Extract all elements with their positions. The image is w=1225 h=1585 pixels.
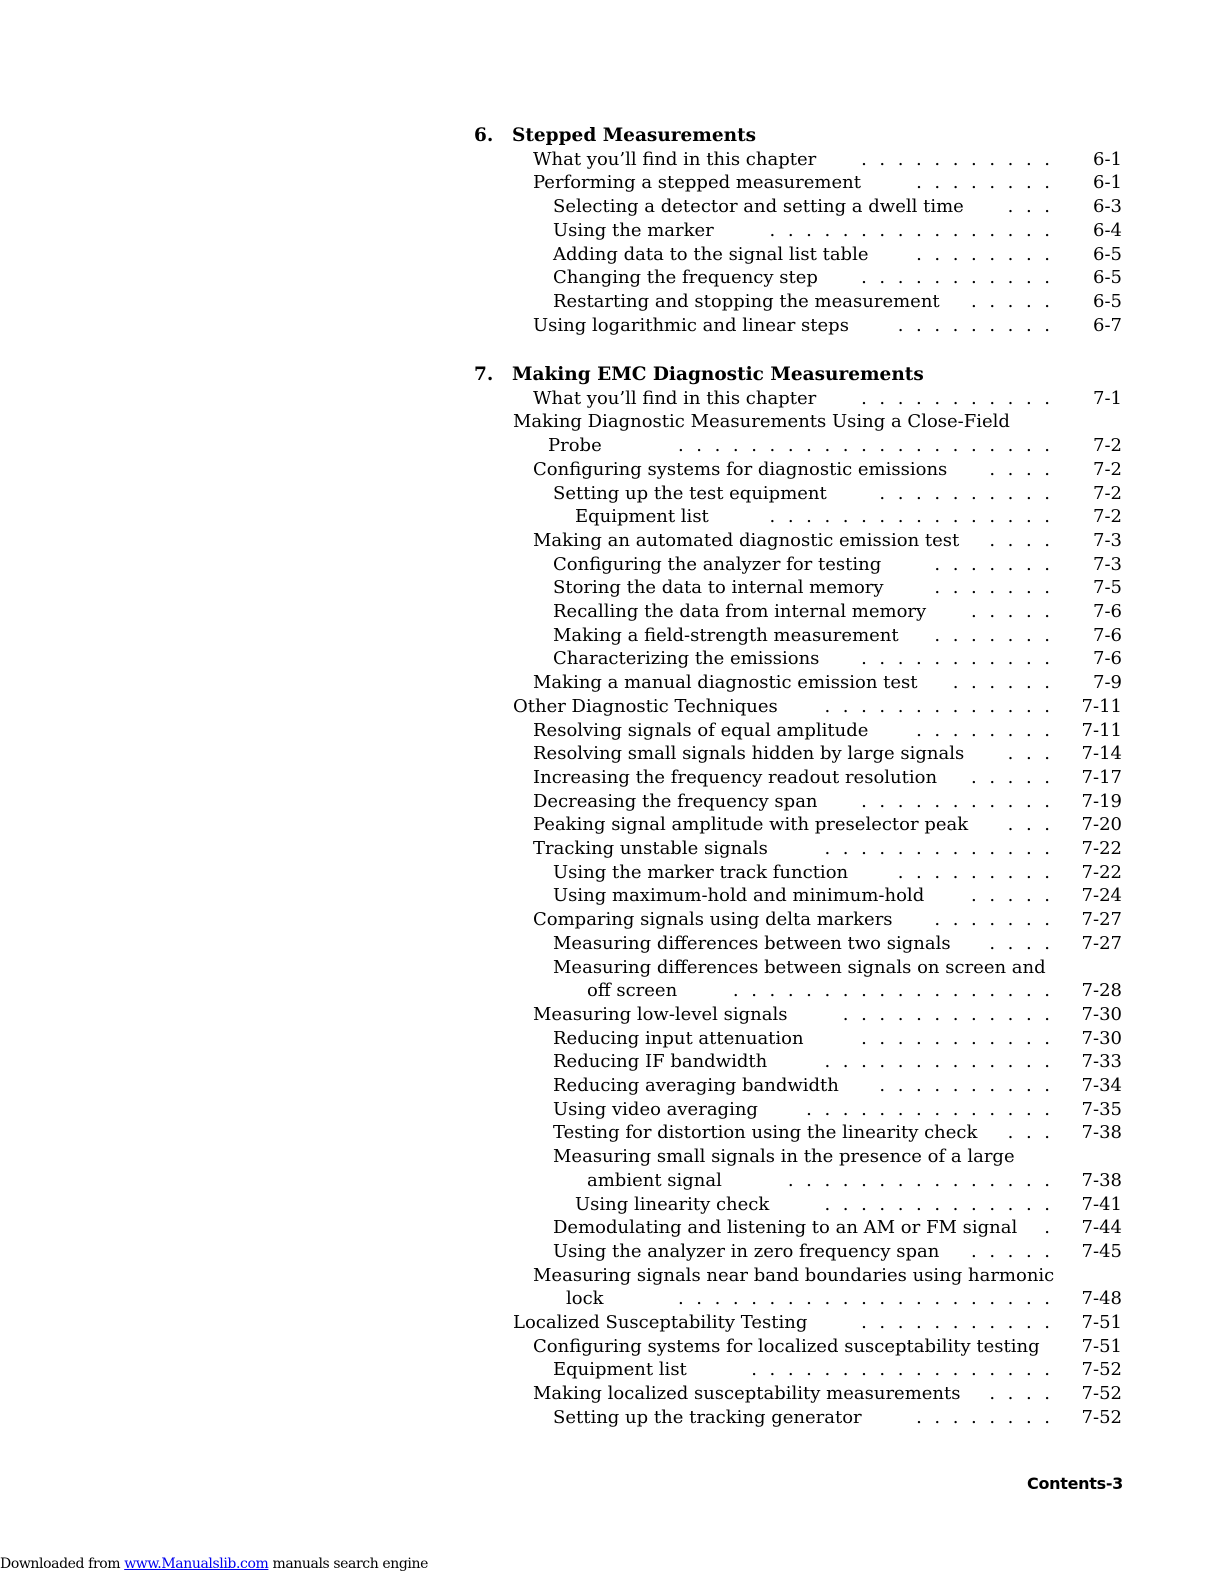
entry-page-number: 7-33 bbox=[1081, 1051, 1122, 1073]
toc-entry[interactable] bbox=[533, 837, 1122, 861]
dot-leader: . . . . . . . . . . . . bbox=[842, 1003, 1050, 1025]
entry-title: Using linearity check bbox=[575, 1193, 770, 1215]
toc-entry[interactable] bbox=[533, 387, 1122, 411]
dot-leader: . . . . . . . . bbox=[916, 1406, 1050, 1428]
entry-page-number: 6-1 bbox=[1093, 172, 1122, 194]
toc-entry[interactable] bbox=[553, 195, 1122, 219]
entry-title: Making a manual diagnostic emission test bbox=[533, 672, 918, 694]
entry-page-number: 7-6 bbox=[1093, 601, 1122, 622]
toc-entry[interactable] bbox=[553, 1027, 1122, 1051]
toc-entry[interactable] bbox=[553, 1240, 1122, 1264]
entry-title: Reducing averaging bandwidth bbox=[553, 1075, 839, 1096]
dot-leader: . . . . bbox=[989, 529, 1050, 551]
toc-entry[interactable] bbox=[533, 813, 1122, 837]
entry-title: Decreasing the frequency span bbox=[533, 790, 818, 812]
entry-title: Adding data to the signal list table bbox=[553, 243, 869, 265]
dot-leader: . . . . . bbox=[971, 885, 1050, 907]
entry-title: Localized Susceptability Testing bbox=[513, 1312, 808, 1333]
dot-leader: . . . . . . . bbox=[934, 553, 1050, 575]
entry-title: Resolving small signals hidden by large signals bbox=[533, 743, 965, 765]
entry-page-number: 7-17 bbox=[1081, 766, 1122, 788]
entry-page-number: 7-38 bbox=[1081, 1169, 1122, 1191]
entry-page-number: 7-34 bbox=[1081, 1075, 1122, 1096]
dot-leader: . . . . bbox=[989, 458, 1050, 480]
entry-title: What you’ll find in this chapter bbox=[533, 387, 817, 409]
toc-entry[interactable] bbox=[553, 600, 1122, 624]
toc-entry[interactable] bbox=[553, 1121, 1122, 1145]
entry-title: Making an automated diagnostic emission test bbox=[533, 529, 960, 551]
entry-title: Increasing the frequency readout resolution bbox=[533, 766, 938, 788]
dot-leader: . . . . . . . . bbox=[916, 243, 1050, 265]
entry-page-number: 6-3 bbox=[1093, 196, 1122, 218]
dot-leader: . . . . . . . . bbox=[916, 719, 1050, 741]
toc-entry-continuation[interactable] bbox=[587, 979, 1122, 1003]
entry-page-number: 7-27 bbox=[1081, 932, 1122, 954]
entry-title: Using the marker track function bbox=[553, 861, 849, 883]
entry-page-number: 7-41 bbox=[1081, 1193, 1122, 1215]
dot-leader: . . . bbox=[1007, 743, 1050, 765]
entry-title: Demodulating and listening to an AM or FM signal bbox=[553, 1217, 1018, 1239]
chapter-number: 6. bbox=[474, 125, 494, 146]
chapter-title: Making EMC Diagnostic Measurements bbox=[512, 364, 924, 385]
entry-title-continuation: ambient signal bbox=[587, 1169, 722, 1191]
entry-page-number: 7-3 bbox=[1093, 553, 1122, 575]
entry-page-number: 7-52 bbox=[1081, 1383, 1122, 1405]
entry-title: Performing a stepped measurement bbox=[533, 172, 861, 194]
entry-page-number: 7-11 bbox=[1081, 695, 1122, 717]
entry-title: Measuring differences between signals on screen and bbox=[553, 956, 1046, 978]
download-prefix: Downloaded from bbox=[0, 1556, 125, 1572]
entry-page-number: 7-5 bbox=[1093, 577, 1122, 599]
dot-leader: . . . . . . . . . . . . . bbox=[824, 838, 1050, 859]
toc-entry[interactable] bbox=[553, 647, 1122, 671]
entry-title: Setting up the tracking generator bbox=[553, 1406, 862, 1428]
dot-leader: . . . . . . . . . . . bbox=[861, 267, 1050, 289]
toc-entry[interactable] bbox=[533, 742, 1122, 766]
entry-page-number: 7-24 bbox=[1081, 885, 1122, 907]
entry-title: Measuring small signals in the presence of a large bbox=[553, 1146, 1015, 1168]
page-number-footer: Contents-3 bbox=[1027, 1474, 1123, 1493]
toc-entry[interactable] bbox=[533, 148, 1122, 172]
entry-page-number: 6-7 bbox=[1093, 314, 1122, 336]
dot-leader: . . . . . . . . . bbox=[897, 861, 1050, 883]
toc-entry[interactable] bbox=[553, 219, 1122, 243]
download-suffix: manuals search engine bbox=[268, 1556, 429, 1572]
entry-page-number: 7-51 bbox=[1081, 1335, 1122, 1357]
entry-title: Tracking unstable signals bbox=[533, 838, 768, 859]
entry-page-number: 7-2 bbox=[1093, 435, 1122, 457]
toc-entry[interactable] bbox=[513, 1311, 1122, 1335]
toc-entry[interactable] bbox=[533, 314, 1122, 338]
entry-page-number: 7-45 bbox=[1081, 1240, 1122, 1262]
dot-leader: . . . . . . . . . bbox=[897, 314, 1050, 336]
entry-page-number: 7-52 bbox=[1081, 1406, 1122, 1428]
entry-page-number: 7-2 bbox=[1093, 506, 1122, 528]
toc-entry[interactable] bbox=[553, 1145, 1122, 1169]
toc-entry[interactable] bbox=[533, 908, 1122, 932]
toc-entry[interactable] bbox=[533, 1264, 1122, 1288]
entry-title: Using logarithmic and linear steps bbox=[533, 314, 849, 336]
toc-entry[interactable] bbox=[533, 790, 1122, 814]
entry-title: Reducing input attenuation bbox=[553, 1027, 804, 1049]
entry-page-number: 7-35 bbox=[1081, 1098, 1122, 1120]
toc-entry[interactable] bbox=[553, 1216, 1122, 1240]
entry-title: Selecting a detector and setting a dwell time bbox=[553, 196, 964, 218]
toc-entry-continuation[interactable] bbox=[548, 434, 1122, 458]
entry-title: Measuring signals near band boundaries using harmonic bbox=[533, 1264, 1055, 1286]
entry-page-number: 7-6 bbox=[1093, 648, 1122, 670]
toc-entry[interactable] bbox=[533, 458, 1122, 482]
chapter-number: 7. bbox=[474, 364, 494, 385]
entry-title: Using maximum-hold and minimum-hold bbox=[553, 885, 925, 907]
entry-page-number: 7-38 bbox=[1081, 1122, 1122, 1144]
entry-title: Comparing signals using delta markers bbox=[533, 909, 893, 931]
entry-page-number: 6-4 bbox=[1093, 219, 1122, 241]
entry-title: Using the marker bbox=[553, 219, 714, 241]
entry-page-number: 7-27 bbox=[1081, 909, 1122, 931]
entry-page-number: 7-19 bbox=[1081, 790, 1122, 812]
entry-page-number: 7-51 bbox=[1081, 1312, 1122, 1333]
toc-entry[interactable] bbox=[533, 1003, 1122, 1027]
entry-title-continuation: lock bbox=[566, 1288, 604, 1310]
toc-entry[interactable] bbox=[553, 884, 1122, 908]
entry-page-number: 7-22 bbox=[1081, 861, 1122, 883]
dot-leader: . . . . . . . . . . . . . . . . . . . . . bbox=[677, 1288, 1050, 1310]
entry-title: Making Diagnostic Measurements Using a Close-Field bbox=[513, 411, 1010, 433]
dot-leader: . . . bbox=[1007, 196, 1050, 218]
toc-entry[interactable] bbox=[575, 1193, 1122, 1217]
entry-title: Configuring systems for localized susceptability testing bbox=[533, 1335, 1040, 1357]
dot-leader: . . . . . . . . . . . . . bbox=[824, 695, 1050, 717]
entry-page-number: 7-2 bbox=[1093, 458, 1122, 480]
toc-entry[interactable] bbox=[513, 695, 1122, 719]
toc-entry-continuation[interactable] bbox=[587, 1169, 1122, 1193]
dot-leader: . . . . . . . . . . . . . . . . . bbox=[751, 1359, 1050, 1381]
dot-leader: . . . . . . . . . . . bbox=[861, 648, 1050, 670]
toc-entry[interactable] bbox=[553, 482, 1122, 506]
entry-page-number: 7-20 bbox=[1081, 814, 1122, 836]
toc-entry[interactable] bbox=[553, 1050, 1122, 1074]
entry-title: Restarting and stopping the measurement bbox=[553, 290, 940, 312]
entry-title: Equipment list bbox=[575, 506, 709, 528]
entry-title: Making a field-strength measurement bbox=[553, 624, 899, 646]
entry-title: Measuring differences between two signals bbox=[553, 932, 951, 954]
toc-entry[interactable] bbox=[553, 1358, 1122, 1382]
dot-leader: . . . . . . . . . . bbox=[879, 482, 1050, 504]
dot-leader: . . . . . . . . . . . . . . bbox=[806, 1098, 1050, 1120]
toc-entry[interactable] bbox=[533, 671, 1122, 695]
entry-title: Using the analyzer in zero frequency span bbox=[553, 1240, 940, 1262]
toc-entry[interactable] bbox=[533, 1335, 1122, 1359]
toc-entry[interactable] bbox=[513, 410, 1122, 434]
dot-leader: . . . . . bbox=[971, 766, 1050, 788]
chapter-heading[interactable] bbox=[474, 363, 1122, 387]
download-notice bbox=[0, 1556, 428, 1572]
dot-leader: . . . . . . . . bbox=[916, 172, 1050, 194]
entry-page-number: 6-5 bbox=[1093, 290, 1122, 312]
toc-entry[interactable] bbox=[533, 171, 1122, 195]
entry-title: Testing for distortion using the linearity check bbox=[553, 1122, 978, 1144]
dot-leader: . . . . . . . bbox=[934, 624, 1050, 646]
toc-entry[interactable] bbox=[553, 290, 1122, 314]
chapter-title: Stepped Measurements bbox=[512, 125, 757, 146]
entry-title-continuation: off screen bbox=[587, 980, 678, 1002]
entry-page-number: 7-44 bbox=[1081, 1217, 1122, 1239]
chapter-heading[interactable] bbox=[474, 124, 1122, 148]
entry-title: Changing the frequency step bbox=[553, 267, 818, 289]
entry-page-number: 7-6 bbox=[1093, 624, 1122, 646]
toc-entry[interactable] bbox=[553, 1406, 1122, 1430]
toc-entry[interactable] bbox=[553, 624, 1122, 648]
toc-entry[interactable] bbox=[533, 766, 1122, 790]
dot-leader: . . . bbox=[1007, 1122, 1050, 1144]
entry-title-continuation: Probe bbox=[548, 435, 602, 457]
entry-title: Using video averaging bbox=[553, 1098, 758, 1120]
entry-page-number: 6-5 bbox=[1093, 267, 1122, 289]
entry-page-number: 7-1 bbox=[1093, 387, 1122, 409]
entry-page-number: 7-22 bbox=[1081, 838, 1122, 859]
dot-leader: . . . . . . . . . . bbox=[879, 1075, 1050, 1096]
dot-leader: . . . . . . bbox=[952, 672, 1050, 694]
dot-leader: . . . . . . . . . . . bbox=[861, 1312, 1050, 1333]
entry-title: Resolving signals of equal amplitude bbox=[533, 719, 869, 741]
toc-entry[interactable] bbox=[553, 1074, 1122, 1098]
toc-entry-continuation[interactable] bbox=[566, 1287, 1122, 1311]
entry-page-number: 7-2 bbox=[1093, 482, 1122, 504]
toc-entry[interactable] bbox=[575, 505, 1122, 529]
dot-leader: . . . . bbox=[989, 1383, 1050, 1405]
entry-title: Setting up the test equipment bbox=[553, 482, 827, 504]
dot-leader: . . . . . . . . . . . bbox=[861, 387, 1050, 409]
entry-page-number: 7-14 bbox=[1081, 743, 1122, 765]
entry-page-number: 7-11 bbox=[1081, 719, 1122, 741]
entry-title: Making localized susceptability measurements bbox=[533, 1383, 961, 1405]
entry-title: What you’ll find in this chapter bbox=[533, 148, 817, 170]
entry-title: Measuring low-level signals bbox=[533, 1003, 788, 1025]
dot-leader: . . . . . bbox=[971, 601, 1050, 622]
entry-title: Equipment list bbox=[553, 1359, 687, 1381]
entry-page-number: 7-28 bbox=[1081, 980, 1122, 1002]
entry-page-number: 7-3 bbox=[1093, 529, 1122, 551]
dot-leader: . . . . . bbox=[971, 1240, 1050, 1262]
entry-title: Recalling the data from internal memory bbox=[553, 601, 927, 622]
entry-title: Configuring the analyzer for testing bbox=[553, 553, 882, 575]
entry-page-number: 7-9 bbox=[1093, 672, 1122, 694]
toc-entry[interactable] bbox=[553, 243, 1122, 267]
entry-title: Other Diagnostic Techniques bbox=[513, 695, 778, 717]
toc-entry[interactable] bbox=[553, 576, 1122, 600]
toc-entry[interactable] bbox=[553, 266, 1122, 290]
toc-entry[interactable] bbox=[553, 861, 1122, 885]
toc-entry[interactable] bbox=[533, 529, 1122, 553]
entry-title: Reducing IF bandwidth bbox=[553, 1051, 768, 1073]
toc-entry[interactable] bbox=[553, 956, 1122, 980]
dot-leader: . . . . . . . . . . . . . bbox=[824, 1193, 1050, 1215]
toc-entry[interactable] bbox=[533, 719, 1122, 743]
dot-leader: . . . . . . . . . . . . . . . . bbox=[769, 219, 1050, 241]
entry-title: Storing the data to internal memory bbox=[553, 577, 884, 599]
entry-title: Characterizing the emissions bbox=[553, 648, 820, 670]
dot-leader: . bbox=[1044, 1217, 1050, 1239]
dot-leader: . . . . . bbox=[971, 290, 1050, 312]
toc-entry[interactable] bbox=[553, 932, 1122, 956]
dot-leader: . . . . . . . bbox=[934, 577, 1050, 599]
dot-leader: . . . . . . . . . . . . . . . bbox=[787, 1169, 1050, 1191]
entry-page-number: 7-30 bbox=[1081, 1003, 1122, 1025]
entry-page-number: 6-1 bbox=[1093, 148, 1122, 170]
entry-title: Peaking signal amplitude with preselector peak bbox=[533, 814, 969, 836]
dot-leader: . . . . . . . . . . . . . . . . . . bbox=[732, 980, 1050, 1002]
dot-leader: . . . . bbox=[989, 932, 1050, 954]
toc-entry[interactable] bbox=[553, 553, 1122, 577]
entry-title: Configuring systems for diagnostic emissions bbox=[533, 458, 948, 480]
manualslib-link[interactable]: www.Manualslib.com bbox=[124, 1556, 269, 1572]
entry-page-number: 7-52 bbox=[1081, 1359, 1122, 1381]
dot-leader: . . . bbox=[1007, 814, 1050, 836]
dot-leader: . . . . . . . bbox=[934, 909, 1050, 931]
dot-leader: . . . . . . . . . . . . . bbox=[824, 1051, 1050, 1073]
toc-entry[interactable] bbox=[553, 1098, 1122, 1122]
entry-page-number: 7-48 bbox=[1081, 1288, 1122, 1310]
dot-leader: . . . . . . . . . . . bbox=[861, 148, 1050, 170]
dot-leader: . . . . . . . . . . . . . . . . . . . . . bbox=[677, 435, 1050, 457]
entry-page-number: 6-5 bbox=[1093, 243, 1122, 265]
dot-leader: . . . . . . . . . . . bbox=[861, 1027, 1050, 1049]
entry-page-number: 7-30 bbox=[1081, 1027, 1122, 1049]
toc-entry[interactable] bbox=[533, 1382, 1122, 1406]
dot-leader: . . . . . . . . . . . bbox=[861, 790, 1050, 812]
dot-leader: . . . . . . . . . . . . . . . . bbox=[769, 506, 1050, 528]
